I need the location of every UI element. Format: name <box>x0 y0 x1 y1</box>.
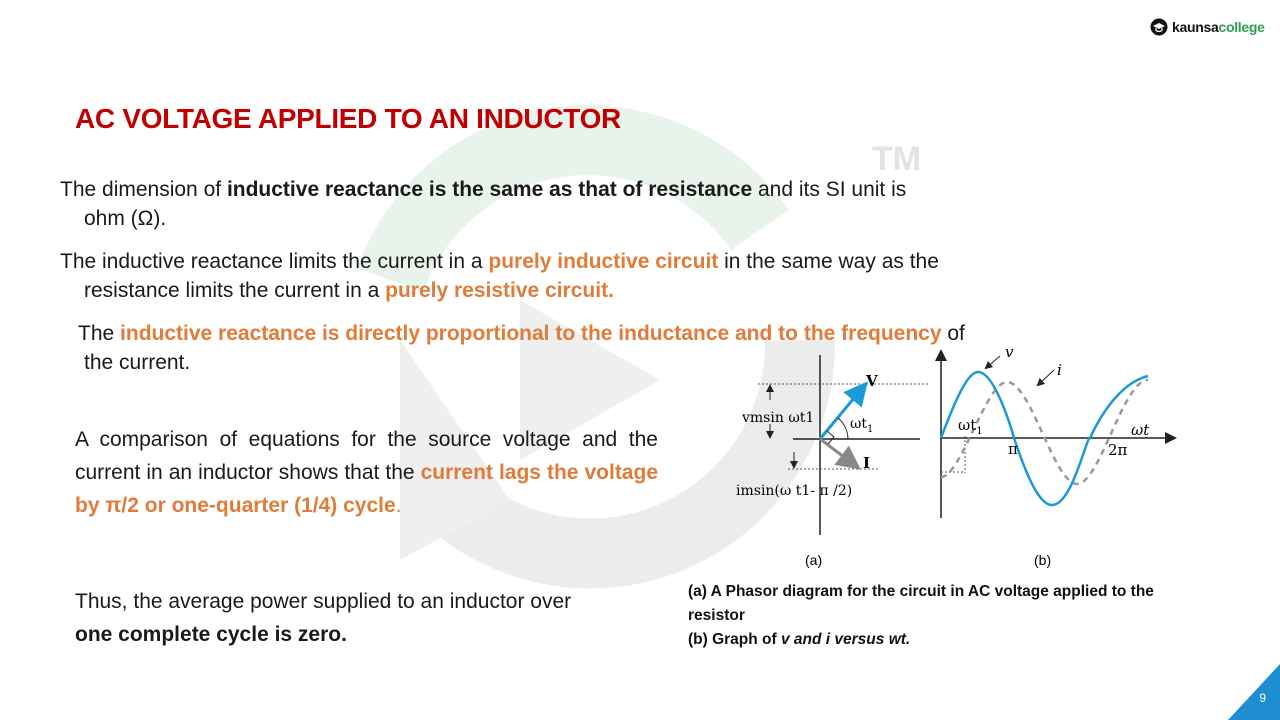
paragraph-limits: The inductive reactance limits the current in a purely inductive circuit in the same way as the resistance limits the current in a purely resistive circuit. <box>60 250 939 302</box>
pi-label: π <box>1008 440 1018 458</box>
v-label-pointer <box>986 356 1000 368</box>
v-curve-label: v <box>1005 343 1014 361</box>
wt-axis-label: ωt <box>1131 421 1150 439</box>
slide-title: AC VOLTAGE APPLIED TO AN INDUCTOR <box>75 103 621 134</box>
vm-sin-label: vmsin ωt1 <box>742 410 815 426</box>
paragraph-comparison: A comparison of equations for the source voltage and the current in an inductor shows that the current lags the voltage by π/2 or one-quarter (1/4) cycle. <box>75 428 658 517</box>
i-phasor-label: I <box>863 454 871 472</box>
watermark-tm: TM <box>872 140 922 178</box>
brand-name: kaunsacollege <box>1172 19 1265 35</box>
im-sin-label: imsin(ω t1- π /2) <box>736 483 853 499</box>
page-number-badge <box>1228 664 1280 720</box>
page-number: 9 <box>1259 691 1266 705</box>
v-phasor-label: V <box>866 372 878 390</box>
angle-label: $\omega t_1$ <box>850 416 874 435</box>
wt1-label: $\omega t_1$ <box>958 416 983 437</box>
right-angle-mark <box>827 431 834 444</box>
two-pi-label: 2π <box>1108 441 1128 459</box>
graduation-cap-icon <box>1150 18 1168 36</box>
figure-caption: (a) A Phasor diagram for the circuit in AC voltage applied to the resistor (b) Graph of v and i versus wt. <box>688 583 1154 648</box>
i-label-pointer <box>1038 370 1054 385</box>
brand-logo <box>1150 18 1265 36</box>
figure-b-label: (b) <box>1034 552 1052 568</box>
i-curve-label: i <box>1057 361 1062 379</box>
paragraph-average-power: Thus, the average power supplied to an inductor over one complete cycle is zero. <box>75 590 572 646</box>
angle-arc <box>838 418 848 439</box>
paragraph-dimension: The dimension of inductive reactance is the same as that of resistance and its SI unit is ohm (Ω). <box>60 178 907 230</box>
figure-a-label: (a) <box>805 552 823 568</box>
i-phasor <box>820 439 856 466</box>
paragraph-proportional: The inductive reactance is directly proportional to the inductance and to the frequency of the current. <box>78 322 965 374</box>
phasor-and-graph-figure <box>728 340 1188 580</box>
